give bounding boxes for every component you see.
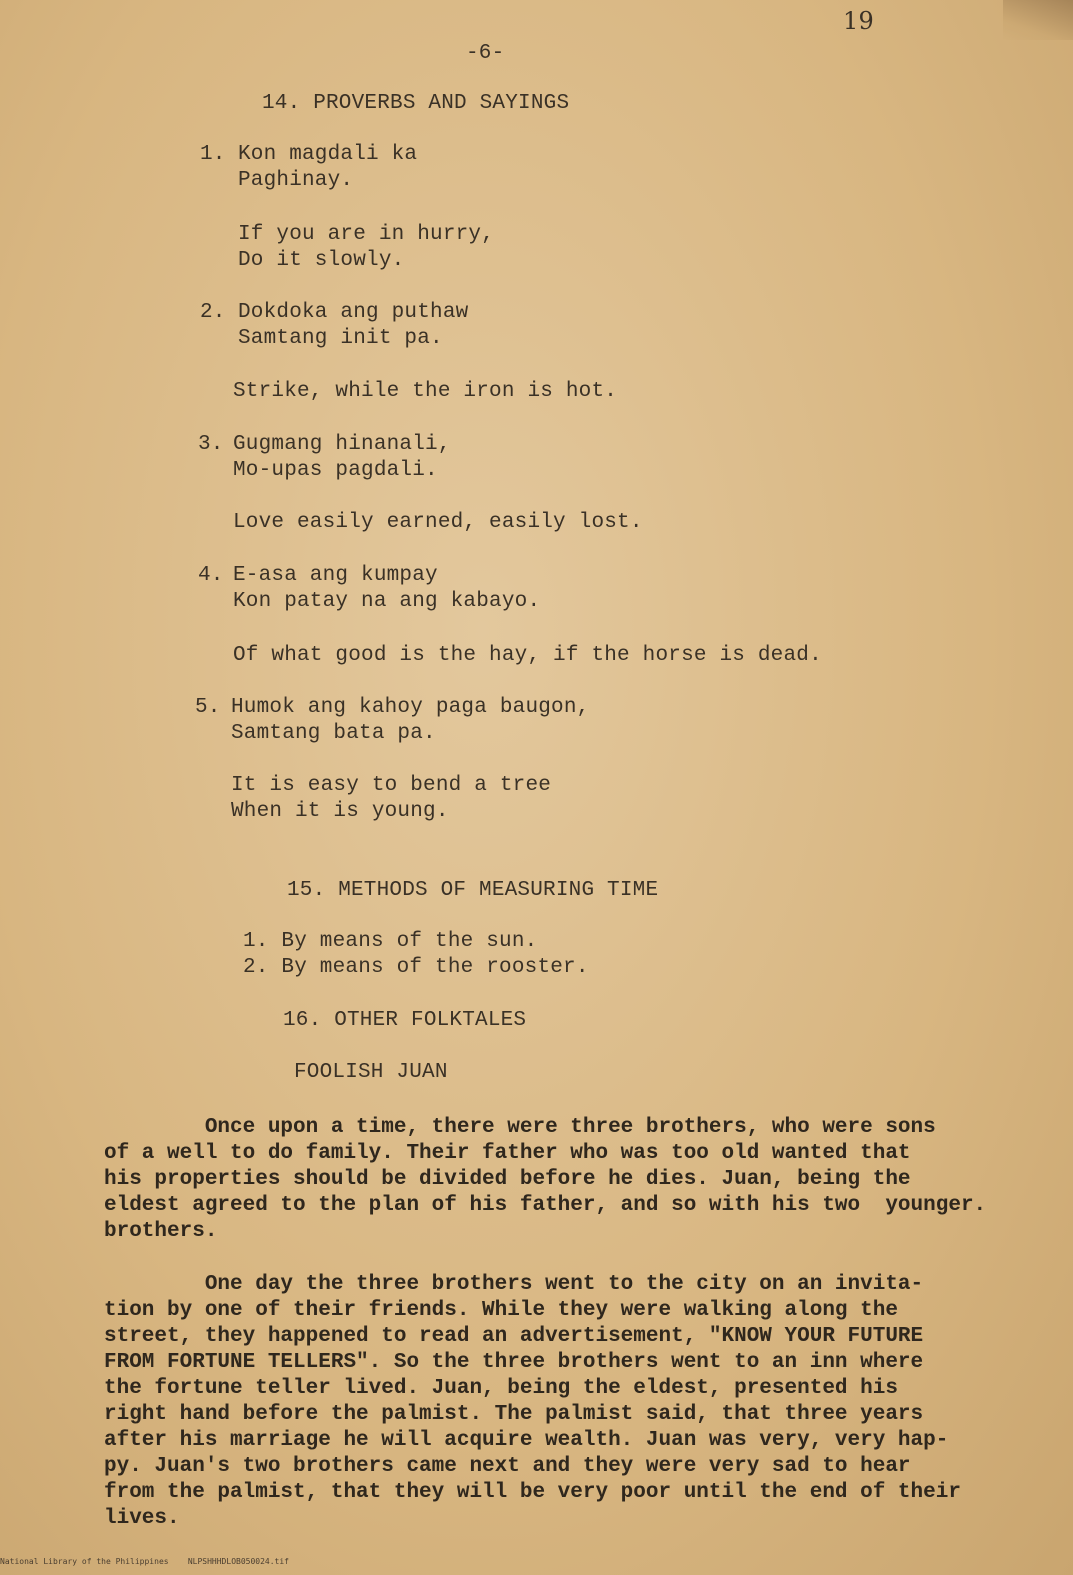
paragraph-line: from the palmist, that they will be very poor until the end of their — [104, 1481, 961, 1504]
proverb-line: Paghinay. — [238, 169, 354, 192]
proverb-line: Kon magdali ka — [238, 143, 418, 166]
paragraph-line: brothers. — [104, 1220, 218, 1243]
proverb-translation: Do it slowly. — [238, 249, 405, 272]
proverb-line: Samtang init pa. — [238, 327, 443, 350]
folio-number: 19 — [843, 7, 874, 35]
page-number: -6- — [466, 42, 505, 65]
proverb-number: 3. — [198, 433, 224, 456]
proverb-line: Mo-upas pagdali. — [233, 459, 438, 482]
proverb-line: E-asa ang kumpay — [233, 564, 438, 587]
proverb-translation: It is easy to bend a tree — [231, 774, 552, 797]
paragraph-line: tion by one of their friends. While they were walking along the — [104, 1299, 898, 1322]
proverb-translation: Strike, while the iron is hot. — [233, 380, 618, 403]
page-corner-stain — [1003, 0, 1073, 40]
paragraph-line: the fortune teller lived. Juan, being the eldest, presented his — [104, 1377, 898, 1400]
proverb-number: 5. — [195, 696, 221, 719]
story-paragraph-2 — [104, 1272, 1004, 1532]
story-title: FOOLISH JUAN — [294, 1061, 448, 1084]
story-paragraph-1 — [104, 1115, 1004, 1245]
paragraph-line: his properties should be divided before he dies. Juan, being the — [104, 1168, 911, 1191]
paragraph-line: lives. — [104, 1507, 180, 1530]
proverb-number: 4. — [198, 564, 224, 587]
paragraph-line: after his marriage he will acquire wealth. Juan was very, very hap- — [104, 1429, 949, 1452]
footer-file: NLPSHHHDLOB050024.tif — [187, 1557, 289, 1566]
section-15-heading: 15. METHODS OF MEASURING TIME — [287, 879, 659, 902]
scan-footer — [0, 1557, 289, 1566]
paragraph-line: right hand before the palmist. The palmist said, that three years — [104, 1403, 924, 1426]
proverb-number: 2. — [200, 301, 226, 324]
paragraph-line: Once upon a time, there were three brothers, who were sons — [104, 1116, 936, 1139]
proverb-line: Dokdoka ang puthaw — [238, 301, 469, 324]
paragraph-line: FROM FORTUNE TELLERS". So the three brothers went to an inn where — [104, 1351, 924, 1374]
proverb-translation: If you are in hurry, — [238, 223, 495, 246]
paragraph-line: of a well to do family. Their father who was too old wanted that — [104, 1142, 911, 1165]
list-item: 2. By means of the rooster. — [243, 956, 589, 979]
paragraph-line: eldest agreed to the plan of his father, and so with his two younger. — [104, 1194, 987, 1217]
proverb-line: Samtang bata pa. — [231, 722, 436, 745]
paragraph-line: py. Juan's two brothers came next and they were very sad to hear — [104, 1455, 911, 1478]
proverb-line: Gugmang hinanali, — [233, 433, 451, 456]
paragraph-line: One day the three brothers went to the city on an invita- — [104, 1273, 924, 1296]
proverb-line: Humok ang kahoy paga baugon, — [231, 696, 590, 719]
list-item: 1. By means of the sun. — [243, 930, 538, 953]
proverb-translation: When it is young. — [231, 800, 449, 823]
proverb-translation: Of what good is the hay, if the horse is dead. — [233, 644, 822, 667]
section-16-heading: 16. OTHER FOLKTALES — [283, 1009, 527, 1032]
proverb-number: 1. — [200, 143, 226, 166]
proverb-line: Kon patay na ang kabayo. — [233, 590, 541, 613]
proverb-translation: Love easily earned, easily lost. — [233, 511, 643, 534]
footer-source: National Library of the Philippines — [0, 1557, 169, 1566]
paragraph-line: street, they happened to read an advertisement, "KNOW YOUR FUTURE — [104, 1325, 924, 1348]
section-14-heading: 14. PROVERBS AND SAYINGS — [262, 92, 570, 115]
